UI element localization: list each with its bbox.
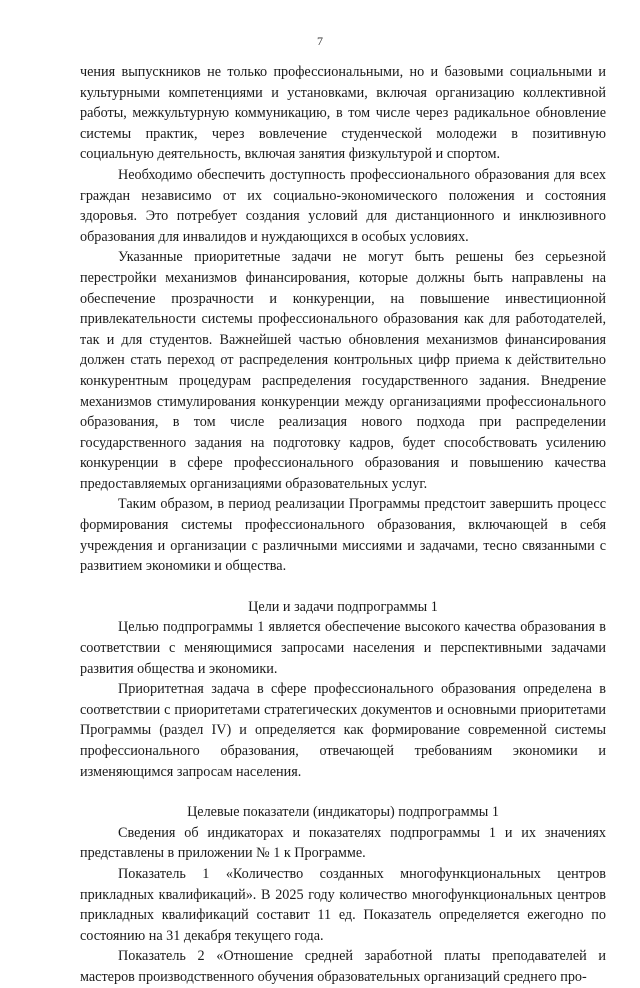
paragraph-continued: чения выпускников не только профессиональными, но и базовыми социальными и культурными компетенциями и установками, включая организацию коллективной работы, межкультурную коммуникацию, в том числе через радикальное обновление системы практик, через вовлечение студенческой молодежи в позитивную социальную деятельность, включая занятия физкультурой и спортом. (80, 64, 606, 163)
document-body (80, 62, 606, 988)
paragraph-accessibility: Необходимо обеспечить доступность профессионального образования для всех граждан независимо от их социально-экономического положения и состояния здоровья. Это потребует создания условий для дистанционного и инклюзивного образования для инвалидов и нуждающихся в особых условиях. (80, 166, 606, 245)
paragraph-indicators-info: Сведения об индикаторах и показателях подпрограммы 1 и их значениях представлены в приложении № 1 к Программе. (80, 824, 606, 862)
paragraph-goal: Целью подпрограммы 1 является обеспечение высокого качества образования в соответствии с меняющимися запросами населения и перспективными задачами развития общества и экономики. (80, 619, 606, 677)
heading-indicators: Целевые показатели (индикаторы) подпрограммы 1 (187, 804, 499, 821)
paragraph-financing: Указанные приоритетные задачи не могут быть решены без серьезной перестройки механизмов финансирования, которые должны быть направлены на обеспечение прозрачности и конкуренции, на повышение инвестиционной привлекательности системы профессионального образования как для работодателей, так и для студентов. Важнейшей частью обновления механизмов финансирования должен стать переход от распределения контрольных цифр приема к действительно конкурентным процедурам распределения государственного задания. Внедрение механизмов стимулирования конкуренции между организациями профессионального образования, в том числе реализация нового подхода при распределении государственного задания на подготовку кадров, будет способствовать усилению конкуренции в сфере профессионального образования и повышению качества предоставляемых организациями образовательных услуг. (80, 249, 606, 492)
page-number: 7 (317, 34, 323, 48)
paragraph-priority-task: Приоритетная задача в сфере профессионального образования определена в соответствии с приоритетами стратегических документов и основными приоритетами Программы (раздел IV) и определяется как формирование современной системы профессионального образования, отвечающей требованиям экономики и изменяющимся запросам населения. (80, 681, 606, 780)
paragraph-indicator-1: Показатель 1 «Количество созданных многофункциональных центров прикладных квалификаций». В 2025 году количество многофункциональных центров прикладных квалификаций составит 11 ед. Показатель определяется ежегодно по состоянию на 31 декабря текущего года. (80, 865, 606, 944)
paragraph-indicator-2: Показатель 2 «Отношение средней заработной платы преподавателей и мастеров производственного обучения образовательных организаций среднего про- (80, 948, 606, 985)
heading-goals: Цели и задачи подпрограммы 1 (248, 598, 438, 615)
section-spacer (80, 577, 606, 597)
section-spacer (80, 782, 606, 802)
paragraph-conclusion: Таким образом, в период реализации Программы предстоит завершить процесс формирования системы профессионального образования, включающей в себя учреждения и организации с различными миссиями и задачами, тесно связанными с развитием экономики и общества. (80, 496, 606, 575)
